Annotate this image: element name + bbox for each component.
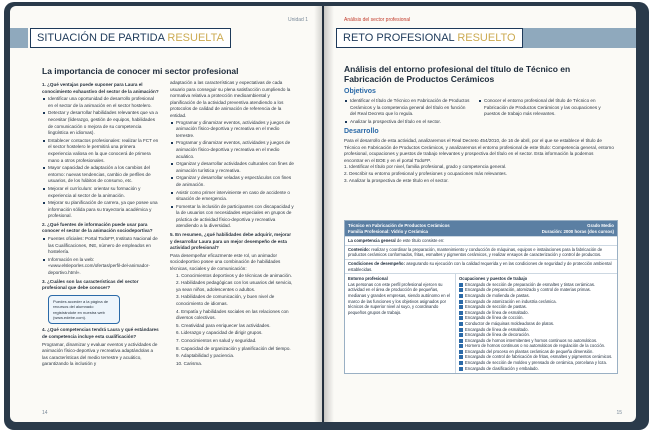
- left-page-number: 14: [42, 410, 48, 416]
- table-header: [345, 221, 617, 236]
- right-page-number: 15: [616, 410, 622, 416]
- occupation-text: Encargado de sección de preparación de esmaltes y tintas cerámicas.: [465, 281, 596, 287]
- desarrollo-heading: Desarrollo: [344, 128, 379, 135]
- title-table: [344, 220, 618, 374]
- right-header-bar: [516, 28, 636, 48]
- square-bullet-icon: [459, 355, 463, 359]
- square-bullet-icon: [459, 361, 463, 365]
- square-bullet-icon: [459, 283, 463, 287]
- desarrollo-step: 3. Analizar la prospectiva de este título en el sector.: [344, 177, 449, 183]
- numbered-item: 6. Liderazgo y capacidad de dirigir grupos.: [176, 330, 263, 336]
- ocupaciones-cell: [456, 274, 617, 373]
- numbered-item: 5. Creatividad para enriquecer las actividades.: [176, 322, 271, 328]
- square-bullet-icon: [459, 350, 463, 354]
- occupation-item: [459, 366, 614, 372]
- left-page: [10, 6, 322, 422]
- objetivos-heading: Objetivos: [344, 88, 376, 95]
- numbered-item: 9. Adaptabilidad y paciencia.: [176, 353, 235, 359]
- left-header-bar: [10, 28, 28, 48]
- left-column-2: [170, 80, 294, 410]
- right-header-box: [336, 28, 523, 48]
- ocupaciones-list: [459, 282, 614, 372]
- numbered-item: 8. Capacidad de organización y planificación del tiempo.: [176, 345, 291, 351]
- right-page: [324, 6, 636, 422]
- objetivos-left: [344, 98, 470, 126]
- bullet-item: Mayor capacidad de adaptación a los cambios del entorno: nuevas tendencias, cambio de perfiles de usuarios, de los hábitos de consumo, etc.: [42, 165, 160, 185]
- objective-item: Analizar la prospectiva del título en el sector.: [344, 119, 470, 126]
- table-row-competencia: [345, 236, 617, 245]
- right-section-header: [336, 28, 636, 48]
- table-row-entorno: [345, 273, 617, 373]
- paragraph: Programar, dinamizar y evaluar eventos y actividades de animación físico-deportiva y recreativa adaptándolas a las características del medio terrestre y acuático, garantizando la inclusión y: [42, 341, 158, 367]
- square-bullet-icon: [459, 344, 463, 348]
- occupation-text: Encargado del proceso en plantas cerámicas de pequeña dimensión.: [465, 348, 594, 354]
- bullet-item: Organizar y desarrollar actividades culturales con fines de animación turística y recreativa.: [170, 161, 294, 174]
- table-row-condiciones: [345, 259, 617, 273]
- question: 5. En resumen, ¿qué habilidades debe adquirir, mejorar y desarrollar Laura para un mejor desempeño de esta actividad profesional?: [170, 232, 292, 251]
- square-bullet-icon: [459, 305, 463, 309]
- right-title: Análisis del entorno profesional del título de Técnico en Fabricación de Productos Cerámicos: [344, 64, 571, 84]
- square-bullet-icon: [459, 294, 463, 298]
- occupation-text: Conductor de máquinas moldeadoras de platos.: [465, 320, 555, 326]
- question: 2. ¿Qué fuentes de información puede usar para conocer el sector de la animación sociodeportiva?: [42, 221, 153, 234]
- table-row-contenido: [345, 245, 617, 259]
- competencia-text: de este título consiste en:: [396, 238, 445, 244]
- right-header-main: RETO PROFESIONAL: [343, 32, 455, 44]
- question: 3. ¿Cuáles son las características del sector profesional que debe conocer?: [42, 278, 139, 291]
- occupation-text: Encargado de preparación, atomizado y control de materias primas.: [465, 287, 591, 293]
- book-spine-shadow: [314, 6, 334, 422]
- left-column-1: [42, 80, 160, 410]
- left-header-muted: RESUELTA: [167, 32, 224, 44]
- left-header-main: SITUACIÓN DE PARTIDA: [37, 32, 165, 44]
- numbered-item: 1. Conocimientos deportivos y de técnicas de animación.: [176, 272, 292, 278]
- bullet-item: Programar y dinamizar eventos, actividades y juegos de animación físico-deportiva y recreativa en el medio acuático.: [170, 140, 294, 160]
- bullet-item: Detectar y desarrollar habilidades relevantes que va a necesitar (liderazgo, gestión de equipos, habilidades de comunicación o mejora de su competencia lingüística en idiomas).: [42, 110, 160, 136]
- resources-callout: Puedes acceder a la página de recursos del alumnado registrándote en nuestra web (www.edebe.com).: [48, 295, 120, 325]
- bullet-item: Establecer contactos profesionales: realizar la FCT en el sector hostelero le permitirá una primera experiencia valiosa en la que conocerá de primera mano a otros profesionales.: [42, 138, 160, 164]
- desarrollo-step: 1. Identificar el título por nivel, familia profesional, grado y competencia general.: [344, 164, 507, 170]
- square-bullet-icon: [459, 300, 463, 304]
- paragraph: Para desempeñar eficazmente este rol, un animador sociodeportivo posee una combinación de habilidades técnicas, sociales y de comunicación:: [170, 252, 281, 272]
- objective-item: Identificar el título de Técnico en Fabricación de Productos Cerámicos y la competencia general del título en función del Real Decreto que lo regula.: [344, 98, 470, 118]
- occupation-text: Encargado de línea de decoración.: [465, 332, 530, 338]
- square-bullet-icon: [459, 322, 463, 326]
- left-title: La importancia de conocer mi sector profesional: [42, 66, 239, 76]
- condiciones-label: Condiciones de desempeño:: [348, 260, 406, 266]
- question: 4. ¿Qué competencias tendrá Laura y qué estándares de competencia incluye esta cualificación?: [42, 327, 159, 340]
- bullet-item: Fomentar la inclusión de participantes con discapacidad y la de usuarios con necesidades especiales en grupos de práctica de actividad físico-deportiva y recreativa atendiendo a la diversidad.: [170, 204, 294, 230]
- bullet-item: Asistir como primer interviniente en caso de accidente o situación de emergencia.: [170, 190, 294, 203]
- table-head-right: Grado Medio: [587, 223, 614, 228]
- numbered-item: 7. Conocimientos en salud y seguridad.: [176, 337, 257, 343]
- entorno-cell: [345, 274, 456, 373]
- square-bullet-icon: [459, 367, 463, 371]
- contenido-label: Contenido:: [348, 246, 371, 252]
- question: 1. ¿Qué ventajas puede suponer para Laura el conocimiento exhaustivo del sector de la animación?: [42, 82, 159, 94]
- occupation-text: Encargado de atomización en industria cerámica.: [465, 298, 557, 304]
- square-bullet-icon: [459, 316, 463, 320]
- paragraph: adaptación a las características y expectativas de cada usuario para conseguir su plena satisfacción cumpliendo la normativa relativa a protección medioambiental y planificación de la actividad preventiva atendiendo a los protocolos de calidad de animación de referencia de la entidad.: [170, 80, 291, 118]
- objective-item: Conocer el entorno profesional del título de Técnico en Fabricación de Productos Cerámicos y las ocupaciones y puestos de trabajo más relevantes.: [478, 98, 614, 118]
- square-bullet-icon: [459, 288, 463, 292]
- bullet-item: Información en la web: «www.elsleporles.com/ofertas/perfil-del-animador-deportivo.html».: [42, 257, 160, 277]
- right-header-muted: RESUELTO: [457, 32, 516, 44]
- table-head-left: Técnico en Fabricación de Productos Cerámicos: [348, 223, 450, 228]
- occupation-text: Encargado de sección de pastas.: [465, 304, 527, 310]
- square-bullet-icon: [459, 333, 463, 337]
- bullet-item: Fuentes oficiales: Portal TodoFP, Instituto Nacional de las Cualificaciones, INE, número de empleados en hostelería.: [42, 236, 160, 256]
- contenido-text: realizar y coordinar la preparación, mantenimiento y conducción de máquinas, equipos e instalaciones para la fabricación de productos cerámicos conformados, fritas, esmaltes y pigmentos cerámicos, y realizar ensayos de caracterización y control de productos.: [348, 246, 603, 258]
- occupation-text: Encargado de hornos intermitentes y hornos continuos no automáticos.: [465, 337, 598, 343]
- numbered-item: 4. Empatía y habilidades sociales en las relaciones con diversos colectivos.: [176, 308, 289, 321]
- occupation-text: Encargado de clasificación y embalado.: [465, 365, 539, 371]
- entorno-label: Entorno profesional: [348, 276, 388, 282]
- desarrollo-block: [344, 138, 614, 184]
- square-bullet-icon: [459, 339, 463, 343]
- entorno-text: Las personas con este perfil profesional ejercen su actividad en el área de producción de pequeñas, medianas y grandes empresas, siendo autónomo en el marco de las funciones y los objetivos asignados por técnicos de superior nivel al suyo, y coordinando pequeños grupos de trabajo.: [348, 281, 450, 315]
- occupation-text: Encargado de sección de moldeo y prensado de cerámica, porcelana y loza.: [465, 360, 607, 366]
- desarrollo-step: 2. Describir su entorno profesional y profesiones y ocupaciones más relevantes.: [344, 170, 507, 176]
- left-header-box: [30, 28, 231, 48]
- occupation-text: Encargado de línea de cocción.: [465, 315, 524, 321]
- right-running-head: Análisis del sector profesional: [344, 17, 411, 23]
- table-head-left2: Familia Profesional: Vidrio y Cerámica: [348, 228, 428, 234]
- square-bullet-icon: [459, 328, 463, 332]
- ocupaciones-label: Ocupaciones y puestos de trabajo: [459, 276, 528, 282]
- bullet-item: Mejorar el currículum: orientar su formación y experiencia al sector de la animación.: [42, 186, 160, 199]
- occupation-text: Hornero de hornos continuos o no automáticos de regulación de la cocción.: [465, 343, 606, 349]
- numbered-item: 10. Carisma.: [176, 360, 203, 366]
- bullet-item: Identificar una oportunidad de desarrollo profesional en el sector de la animación en el sector hostelero.: [42, 96, 160, 109]
- table-head-right2: Duración: 2000 horas (dos cursos): [541, 228, 614, 234]
- objetivos-right: [478, 98, 614, 119]
- occupation-text: Encargado de molienda de pastas.: [465, 292, 530, 298]
- occupation-text: Encargado de control de fabricación de fritas, esmaltes y pigmentos cerámicos.: [465, 354, 613, 360]
- desarrollo-steps: [344, 164, 614, 184]
- square-bullet-icon: [459, 311, 463, 315]
- numbered-item: 2. Habilidades pedagógicas con los usuarios del servicio, ya sean niños, adolescentes o adultos.: [176, 280, 293, 292]
- left-running-head: Unidad 1: [287, 17, 308, 23]
- left-section-header: [10, 28, 310, 48]
- bullet-item: Organizar y desarrollar veladas y espectáculos con fines de animación.: [170, 175, 294, 188]
- numbered-item: 3. Habilidades de comunicación, y buen nivel de conocimiento de idiomas.: [176, 294, 275, 306]
- competencia-label: La competencia general: [348, 238, 396, 244]
- bullet-item: Programar y dinamizar eventos, actividades y juegos de animación físico-deportiva y recreativa en el medio terrestre.: [170, 120, 294, 140]
- occupation-text: Encargado de línea de esmaltado.: [465, 309, 529, 315]
- bullet-item: Mejorar su planificación de carrera, ya que posee una información sólida para su trayectoria académica y profesional.: [42, 200, 160, 220]
- desarrollo-intro: Para el desarrollo de esta actividad, analizaremos el Real Decreto 454/2010, de 16 de abril, por el que se establece el título de Técnico en Fabricación de Productos Cerámicos, y analizaremos el entorno profesional de este título: Competencia general, entorno profesional, ocupaciones y puestos de trabajo relevantes y prospectiva del título en el sector. Esta información la podemos encontrar en el BOE y en el portal TodoFP.: [344, 138, 614, 163]
- occupation-text: Encargado de línea de esmaltado.: [465, 326, 529, 332]
- condiciones-text: asegurando su ejecución con la calidad requerida y en las condiciones de seguridad y de protección ambiental establecidas.: [348, 260, 612, 272]
